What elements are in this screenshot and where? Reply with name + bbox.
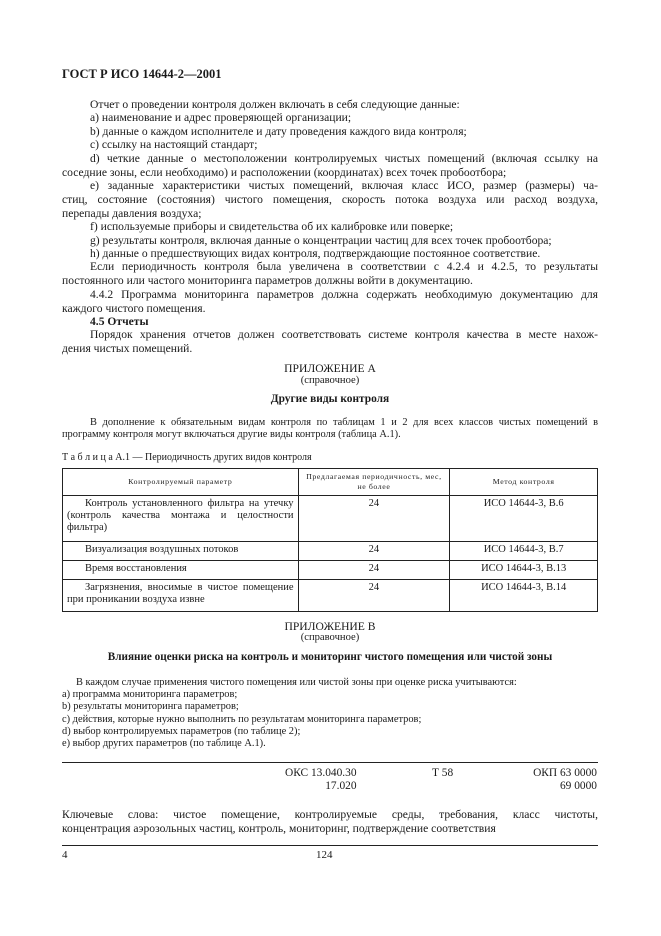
column-header: Предлагаемая периодичность, мес, не более (298, 469, 450, 496)
divider (62, 845, 598, 846)
body-line: дения чистых помещений. (62, 342, 193, 356)
parameter-text: Загрязнения, вносимые в чистое помещение при проникании воздуха извне (67, 582, 294, 606)
cell-period: 24 (298, 496, 450, 542)
table-row (63, 542, 598, 561)
keywords-line: концентрация аэрозольных частиц, контроль, мониторинг, подтверждение соответствия (62, 821, 496, 835)
list-item: b) результаты мониторинга параметров; (62, 701, 239, 713)
cell-period: 24 (298, 542, 450, 561)
parameter-text: Время восстановления (85, 563, 187, 574)
paragraph-line: В дополнение к обязательным видам контроля по таблицам 1 и 2 для всех классов чистых помещений в (90, 417, 598, 428)
body-line: постоянного или частого мониторинга параметров должны войти в документацию. (62, 274, 473, 288)
body-line: d) четкие данные о местоположении контролируемых чистых помещений (включая ссылку на (90, 151, 598, 165)
cell-period: 24 (298, 580, 450, 612)
section-heading: 4.5 Отчеты (90, 315, 149, 328)
column-header: Контролируемый параметр (63, 469, 299, 496)
cell-parameter (63, 580, 299, 612)
paragraph-line: программу контроля могут включаться другие виды контроля (таблица А.1). (62, 429, 401, 441)
list-item: а) программа мониторинга параметров; (62, 689, 238, 701)
body-line: соседние зоны, если необходимо) и расположении (координатах) всех точек пробоотбора; (62, 165, 507, 179)
page-number-center: 124 (316, 849, 333, 861)
okp-code (533, 767, 597, 792)
cell-method: ИСО 14644-3, В.13 (450, 561, 598, 580)
t-code: Т 58 (432, 767, 454, 779)
cell-parameter (63, 561, 299, 580)
appendix-a-subtitle: (справочное) (300, 375, 360, 386)
body-line: Отчет о проведении контроля должен включать в себя следующие данные: (90, 98, 460, 111)
parameter-text: Контроль установленного фильтра на утечку (контроль качества монтажа и целостности фильтра) (67, 498, 294, 534)
column-header: Метод контроля (450, 469, 598, 496)
list-item: е) выбор других параметров (по таблице А.1). (62, 738, 266, 750)
appendix-a-paragraph (62, 417, 598, 442)
oks-code-2: 17.020 (325, 779, 357, 792)
divider (62, 762, 598, 763)
parameter-text: Визуализация воздушных потоков (85, 544, 239, 555)
body-line: а) наименование и адрес проверяющей организации; (90, 111, 352, 125)
body-line: h) данные о предшествующих видах контроля, подтверждающие постоянное соответствие. (90, 246, 541, 260)
body-line: 4.4.2 Программа мониторинга параметров должна содержать необходимую документацию для (90, 287, 598, 301)
oks-code (285, 767, 357, 792)
table-row (63, 580, 598, 612)
cell-method: ИСО 14644-3, В.14 (450, 580, 598, 612)
appendix-b-subtitle: (справочное) (300, 632, 360, 643)
table-header-row (63, 469, 598, 496)
table-caption: Т а б л и ц а А.1 — Периодичность других видов контроля (62, 452, 312, 463)
table-row (63, 496, 598, 542)
list-item: d) выбор контролируемых параметров (по таблице 2); (62, 725, 301, 737)
body-line: е) заданные характеристики чистых помещений, включая класс ИСО, размер (размеры) ча- (90, 178, 598, 192)
table-row (63, 561, 598, 580)
list-item: с) действия, которые нужно выполнить по результатам мониторинга параметров; (62, 713, 422, 725)
keywords (62, 808, 598, 835)
body-line: Порядок хранения отчетов должен соответствовать системе контроля качества в месте нахож- (90, 328, 598, 342)
cell-method: ИСО 14644-3, В.7 (450, 542, 598, 561)
appendix-a-title: ПРИЛОЖЕНИЕ А (284, 362, 376, 375)
cell-method: ИСО 14644-3, В.6 (450, 496, 598, 542)
appendix-b-heading: Влияние оценки риска на контроль и мониторинг чистого помещения или чистой зоны (107, 651, 553, 663)
body-line: с) ссылку на настоящий стандарт; (90, 138, 258, 152)
body-line: перепады давления воздуха; (62, 206, 202, 220)
body-line: стиц, состояние (состояния) чистого помещения, скорость потока воздуха или расход воздуха, (62, 192, 598, 206)
cell-parameter (63, 496, 299, 542)
okp-code-2: 69 0000 (559, 779, 597, 792)
body-line: b) данные о каждом исполнителе и дату проведения каждого вида контроля; (90, 124, 467, 138)
keywords-line: Ключевые слова: чистое помещение, контролируемые среды, требования, класс чистоты, (62, 808, 598, 821)
periodicity-table (62, 468, 598, 612)
appendix-b-intro: В каждом случае применения чистого помещения или чистой зоны при оценке риска учитываются: (76, 677, 517, 688)
body-line: Если периодичность контроля была увеличена в соответствии с 4.2.4 и 4.2.5, то результаты (90, 260, 598, 274)
cell-period: 24 (298, 561, 450, 580)
body-text (62, 98, 598, 356)
oks-code-1: ОКС 13.040.30 (285, 767, 357, 779)
appendix-b-list (62, 677, 598, 750)
page-number-left: 4 (62, 849, 68, 861)
document-id-header: ГОСТ Р ИСО 14644-2—2001 (62, 67, 222, 81)
body-line: каждого чистого помещения. (62, 301, 206, 315)
cell-parameter (63, 542, 299, 561)
appendix-b-title: ПРИЛОЖЕНИЕ В (284, 620, 376, 633)
appendix-a-heading: Другие виды контроля (270, 393, 390, 405)
body-line: f) используемые приборы и свидетельства об их калибровке или поверке; (90, 220, 454, 234)
okp-code-1: ОКП 63 0000 (533, 767, 597, 779)
body-line: g) результаты контроля, включая данные о концентрации частиц для всех точек пробоотбора; (90, 233, 552, 247)
